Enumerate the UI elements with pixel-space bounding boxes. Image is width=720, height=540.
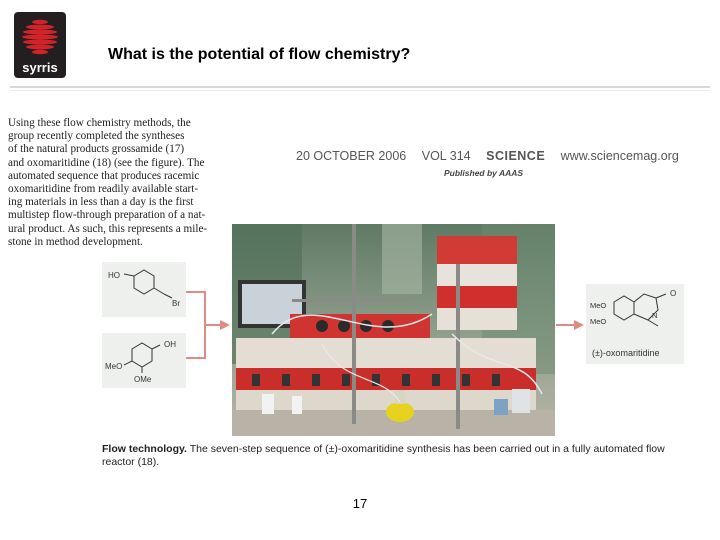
figure-caption [102, 443, 692, 469]
mol2-label: OH [164, 340, 176, 349]
mol2-label: MeO [105, 362, 123, 371]
article-line: oxomaritidine from readily available start- [8, 183, 199, 196]
product-label: MeO [590, 301, 607, 310]
article-line: group recently completed the syntheses [8, 130, 185, 143]
caption-text: The seven-step sequence of (±)-oxomaritidine synthesis has been carried out in a fully automated flow reactor (18). [102, 443, 665, 468]
starting-material-2 [102, 333, 186, 388]
product-label: N [652, 311, 658, 320]
logo-text: syrris [22, 60, 58, 75]
slide-title: What is the potential of flow chemistry? [108, 46, 411, 63]
page-number: 17 [352, 496, 368, 511]
article-line: of the natural products grossamide (17) [8, 143, 185, 156]
mol1-label: Br [172, 299, 180, 308]
dimethoxybenzyl-alcohol-structure-icon [102, 333, 186, 388]
article-line: ing materials in less than a day is the first [8, 196, 194, 209]
journal-date: 20 OCTOBER 2006 [296, 149, 407, 163]
oxomaritidine-structure-icon [586, 284, 684, 364]
caption-lead: Flow technology. [102, 443, 187, 455]
article-line: ural product. As such, this represents a mile- [8, 222, 208, 235]
journal-name: SCIENCE [486, 149, 546, 163]
article-line: stone in method development. [8, 235, 143, 248]
journal-publisher: Published by AAAS [444, 168, 524, 178]
journal-volume: VOL 314 [421, 149, 471, 163]
article-line: multistep flow-through preparation of a nat- [8, 209, 206, 222]
product-molecule [586, 284, 684, 364]
output-arrow-head-icon [574, 320, 584, 330]
mol1-label: HO [108, 271, 120, 280]
article-line: Using these flow chemistry methods, the [8, 117, 191, 129]
bromo-phenol-structure-icon [102, 262, 186, 317]
article-line: and oxomaritidine (18) (see the figure). The [8, 156, 205, 169]
product-label: MeO [590, 317, 607, 326]
mol2-label: OMe [134, 375, 152, 384]
article-line: automated sequence that produces racemic [8, 169, 200, 182]
starting-material-1 [102, 262, 186, 317]
journal-url: www.sciencemag.org [560, 149, 679, 163]
product-label: O [670, 289, 677, 298]
input-arrow-head-icon [220, 320, 230, 330]
bracket-line [186, 292, 205, 358]
product-name: (±)-oxomaritidine [592, 348, 660, 358]
